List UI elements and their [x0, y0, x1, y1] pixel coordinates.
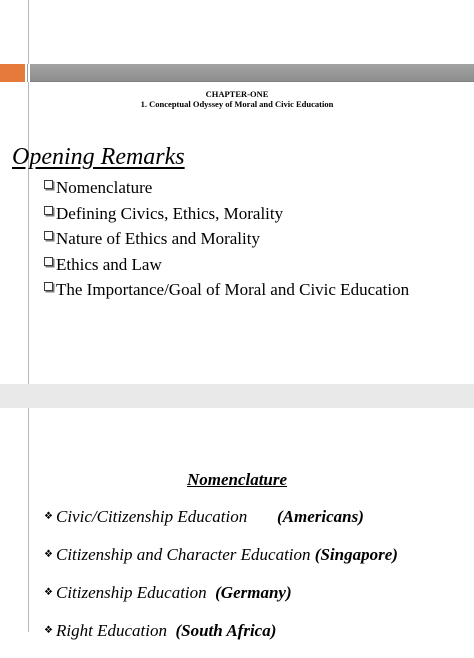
accent-gray-block: [30, 64, 474, 82]
checkbox-bullet-icon: [44, 180, 53, 189]
outline-list: [44, 178, 409, 306]
chapter-title: CHAPTER-ONE: [205, 89, 269, 99]
list-item: [44, 178, 409, 204]
list-item-country: (Americans): [276, 507, 364, 526]
list-item-text: Citizenship and Character Education: [56, 545, 311, 564]
left-rule: [28, 408, 29, 632]
list-item-text: Right Education: [56, 621, 167, 640]
list-item: [44, 280, 409, 306]
list-item-text: Citizenship Education: [56, 583, 207, 602]
accent-separator: [27, 64, 28, 82]
checkbox-bullet-icon: [44, 231, 53, 240]
spacer: [247, 507, 277, 526]
list-item: [44, 506, 398, 544]
opening-remarks-heading: Opening Remarks: [12, 144, 185, 170]
nomenclature-list: [44, 506, 398, 658]
list-item-country: (Germany): [215, 583, 292, 602]
checkbox-bullet-icon: [44, 282, 53, 291]
list-item: [44, 582, 398, 620]
spacer: [207, 583, 216, 602]
left-rule-top: [28, 0, 29, 64]
list-item-country: (South Africa): [175, 621, 277, 640]
diamond-bullet-icon: ❖: [44, 511, 53, 522]
list-item: [44, 620, 398, 658]
chapter-subtitle: 1. Conceptual Odyssey of Moral and Civic Education: [140, 99, 334, 109]
checkbox-bullet-icon: [44, 257, 53, 266]
diamond-bullet-icon: ❖: [44, 625, 53, 636]
list-item-label: The Importance/Goal of Moral and Civic Education: [56, 280, 410, 299]
diamond-bullet-icon: ❖: [44, 587, 53, 598]
list-item-country: (Singapore): [314, 545, 398, 564]
list-item-label: Nomenclature: [56, 178, 153, 197]
list-item-label: Nature of Ethics and Morality: [56, 229, 260, 248]
slide-gap: [0, 384, 474, 408]
list-item-label: Ethics and Law: [56, 254, 162, 274]
accent-orange-block: [0, 64, 25, 82]
list-item-label: Defining Civics, Ethics, Morality: [56, 203, 284, 223]
checkbox-bullet-icon: [44, 206, 53, 215]
accent-underline: [30, 81, 474, 82]
diamond-bullet-icon: ❖: [44, 549, 53, 560]
list-item: [44, 204, 409, 230]
list-item: [44, 229, 409, 255]
list-item-text: Civic/Citizenship Education: [56, 507, 248, 526]
accent-bar: [0, 64, 474, 82]
left-rule-bottom: [28, 82, 29, 384]
list-item: [44, 544, 398, 582]
nomenclature-heading: Nomenclature: [186, 470, 288, 489]
list-item: [44, 255, 409, 281]
chapter-header: [0, 89, 474, 109]
